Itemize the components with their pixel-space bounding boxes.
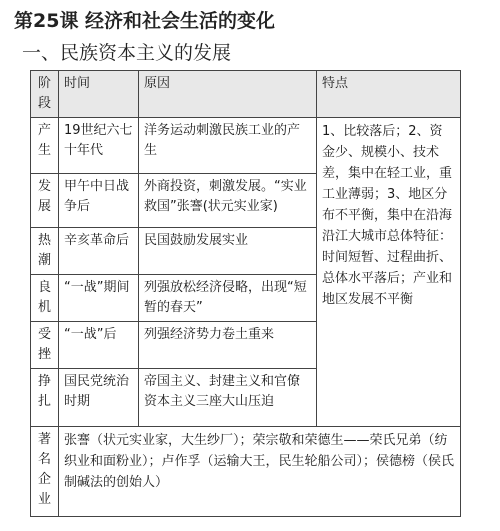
header-time: 时间 — [59, 71, 139, 118]
section-subtitle: 一、民族资本主义的发展 — [22, 42, 232, 64]
stage-cell: 挣扎 — [31, 369, 59, 427]
stage-cell: 受挫 — [31, 322, 59, 369]
header-features: 特点 — [317, 71, 461, 118]
stage-cell: 产生 — [31, 118, 59, 174]
famous-label-cell: 著名企业 — [31, 427, 59, 517]
time-cell: 国民党统治时期 — [59, 369, 139, 427]
header-stage: 阶段 — [31, 71, 59, 118]
time-cell: “一战”期间 — [59, 275, 139, 322]
famous-enterprises-row — [31, 427, 461, 517]
time-cell: 辛亥革命后 — [59, 228, 139, 275]
reason-cell: 列强经济势力卷土重来 — [139, 322, 317, 369]
reason-cell: 外商投资，刺激发展。“实业救国”张謇(状元实业家) — [139, 174, 317, 228]
lesson-title: 第25课 经济和社会生活的变化 — [14, 10, 276, 32]
famous-enterprises-cell: 张謇（状元实业家，大生纱厂）；荣宗敬和荣德生——荣氏兄弟（纺织业和面粉业）；卢作孚（运输大王，民生轮船公司）；侯德榜（侯氏制碱法的创始人） — [59, 427, 461, 517]
reason-cell: 民国鼓励发展实业 — [139, 228, 317, 275]
table-row — [31, 118, 461, 174]
table-header-row — [31, 71, 461, 118]
reason-cell: 洋务运动刺激民族工业的产生 — [139, 118, 317, 174]
time-cell: 19世纪六七十年代 — [59, 118, 139, 174]
stage-cell: 热潮 — [31, 228, 59, 275]
capitalism-development-table — [30, 70, 461, 517]
features-cell: 1、比较落后；2、资金少、规模小、技术差，集中在轻工业，重工业薄弱；3、地区分布不平衡，集中在沿海沿江大城市总体特征：时间短暂、过程曲折、总体水平落后；产业和地区发展不平衡 — [317, 118, 461, 427]
stage-cell: 良机 — [31, 275, 59, 322]
time-cell: “一战”后 — [59, 322, 139, 369]
header-reason: 原因 — [139, 71, 317, 118]
stage-cell: 发展 — [31, 174, 59, 228]
reason-cell: 列强放松经济侵略，出现“短暂的春天” — [139, 275, 317, 322]
reason-cell: 帝国主义、封建主义和官僚资本主义三座大山压迫 — [139, 369, 317, 427]
time-cell: 甲午中日战争后 — [59, 174, 139, 228]
